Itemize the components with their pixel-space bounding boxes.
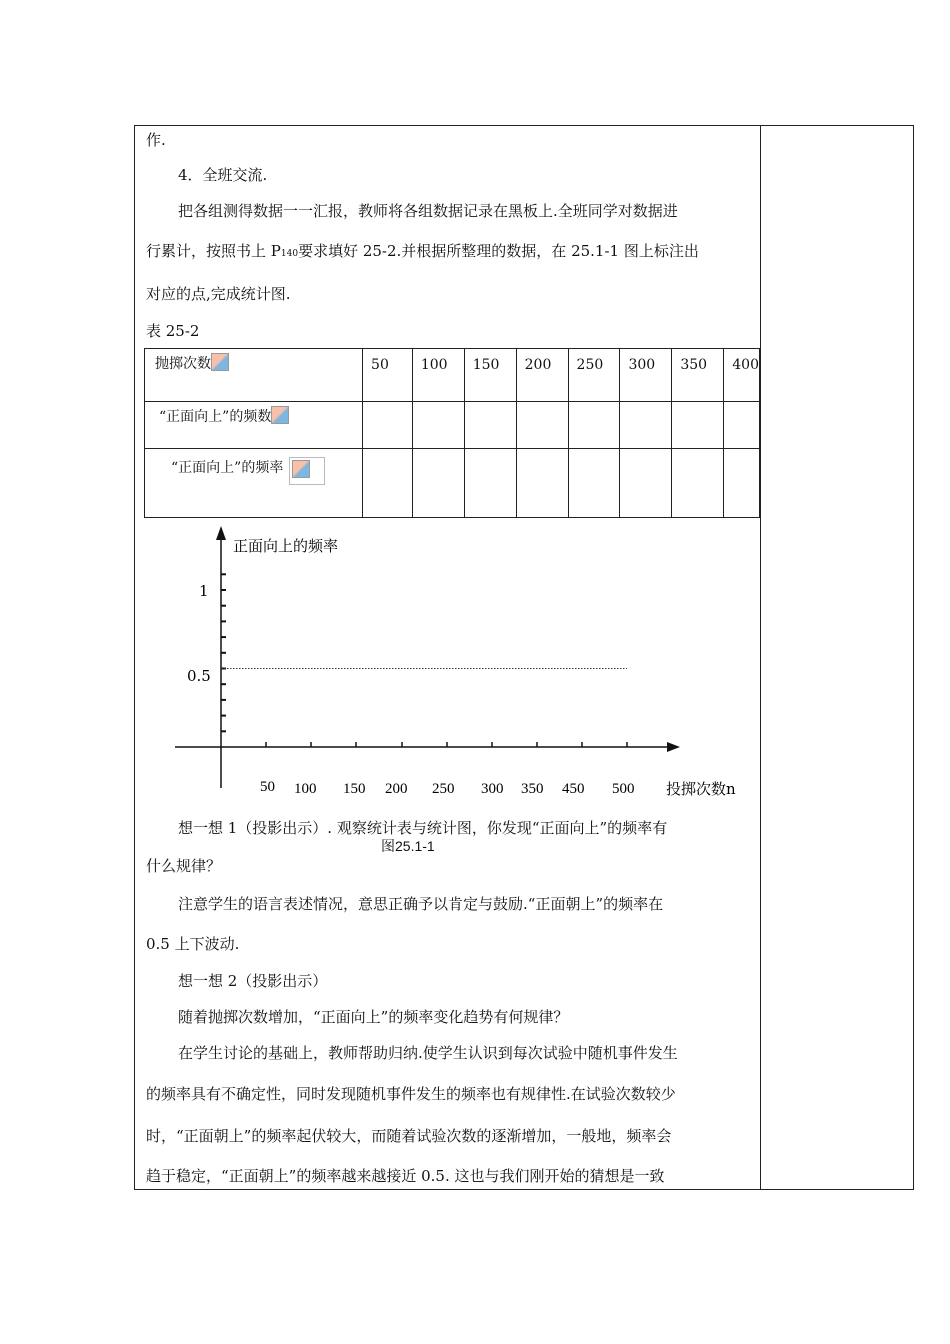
y-axis-arrow xyxy=(216,526,226,540)
x-tick-label: 50 xyxy=(260,779,275,795)
table-cell xyxy=(412,402,464,449)
table-caption: 表 25-2 xyxy=(146,322,200,340)
y-axis-label: 正面向上的频率 xyxy=(233,537,339,555)
text-line: 时，“正面朝上”的频率起伏较大，而随着试验次数的逐渐增加，一般地，频率会 xyxy=(146,1127,672,1145)
data-table xyxy=(144,348,760,518)
table-cell: 300 xyxy=(620,349,672,402)
x-axis-label: 投掷次数n xyxy=(666,780,736,798)
row-label: “正面向上”的频数 xyxy=(145,402,363,449)
table-cell: 350 xyxy=(672,349,724,402)
text-line: 行累计，按照书上 P140要求填好 25-2.并根据所整理的数据，在 25.1-1 图上标注出 xyxy=(146,242,699,260)
text-line: 4．全班交流. xyxy=(178,166,268,184)
text-line: 想一想 1（投影出示）. 观察统计表与统计图，你发现“正面向上”的频率有 xyxy=(178,819,668,837)
table-cell: 50 xyxy=(363,349,413,402)
table-cell xyxy=(363,402,413,449)
table-cell xyxy=(568,449,620,518)
table-cell xyxy=(724,402,760,449)
table-cell xyxy=(620,402,672,449)
text-line: 对应的点,完成统计图. xyxy=(146,285,291,303)
text-line: 作. xyxy=(146,131,166,149)
table-row xyxy=(145,402,760,449)
x-tick-label: 250 xyxy=(432,781,455,797)
text-line: 想一想 2（投影出示） xyxy=(178,972,328,990)
text-line: 随着抛掷次数增加，“正面向上”的频率变化趋势有何规律？ xyxy=(178,1008,569,1026)
table-cell xyxy=(672,402,724,449)
text-line: 什么规律？ xyxy=(146,857,222,875)
table-cell: 150 xyxy=(464,349,516,402)
table-cell: 100 xyxy=(412,349,464,402)
figure-caption: 图25.1-1 xyxy=(381,838,435,854)
table-cell: 250 xyxy=(568,349,620,402)
column-divider xyxy=(760,125,761,1190)
table-row xyxy=(145,349,760,402)
row-label: “正面向上”的频率 xyxy=(145,449,363,518)
x-tick-label: 350 xyxy=(521,781,544,797)
table-cell xyxy=(464,402,516,449)
text-line: 的频率具有不确定性，同时发现随机事件发生的频率也有规律性.在试验次数较少 xyxy=(146,1085,676,1103)
text-line: 0.5 上下波动. xyxy=(146,935,240,953)
table-row xyxy=(145,449,760,518)
table-cell xyxy=(412,449,464,518)
frequency-chart xyxy=(140,520,750,810)
text-line: 趋于稳定，“正面朝上”的频率越来越接近 0.5. 这也与我们刚开始的猜想是一致 xyxy=(146,1167,665,1185)
x-tick-label: 500 xyxy=(612,781,635,797)
table-cell xyxy=(516,449,568,518)
text-line: 注意学生的语言表述情况，意思正确予以肯定与鼓励.“正面朝上”的频率在 xyxy=(178,895,664,913)
text-line: 在学生讨论的基础上，教师帮助归纳.使学生认识到每次试验中随机事件发生 xyxy=(178,1044,678,1062)
image-placeholder-icon xyxy=(211,353,229,371)
table-cell xyxy=(724,449,760,518)
table-cell: 400 xyxy=(724,349,760,402)
subscript: 140 xyxy=(280,249,299,259)
table-cell xyxy=(620,449,672,518)
image-frame xyxy=(289,457,325,485)
y-tick-label: 0.5 xyxy=(187,667,211,685)
table-cell xyxy=(464,449,516,518)
y-tick-label: 1 xyxy=(199,582,209,600)
x-tick-label: 100 xyxy=(294,781,317,797)
table-cell xyxy=(568,402,620,449)
table-cell xyxy=(516,402,568,449)
image-placeholder-icon xyxy=(271,406,289,424)
x-axis-arrow xyxy=(667,742,680,752)
x-tick-label: 150 xyxy=(343,781,366,797)
table-cell xyxy=(363,449,413,518)
x-tick-label: 300 xyxy=(481,781,504,797)
row-label: 抛掷次数 xyxy=(145,349,363,402)
text-line: 把各组测得数据一一汇报，教师将各组数据记录在黑板上.全班同学对数据进 xyxy=(178,202,678,220)
image-placeholder-icon xyxy=(292,460,310,478)
table-cell: 200 xyxy=(516,349,568,402)
x-tick-label: 450 xyxy=(562,781,585,797)
x-tick-label: 200 xyxy=(385,781,408,797)
table-cell xyxy=(672,449,724,518)
